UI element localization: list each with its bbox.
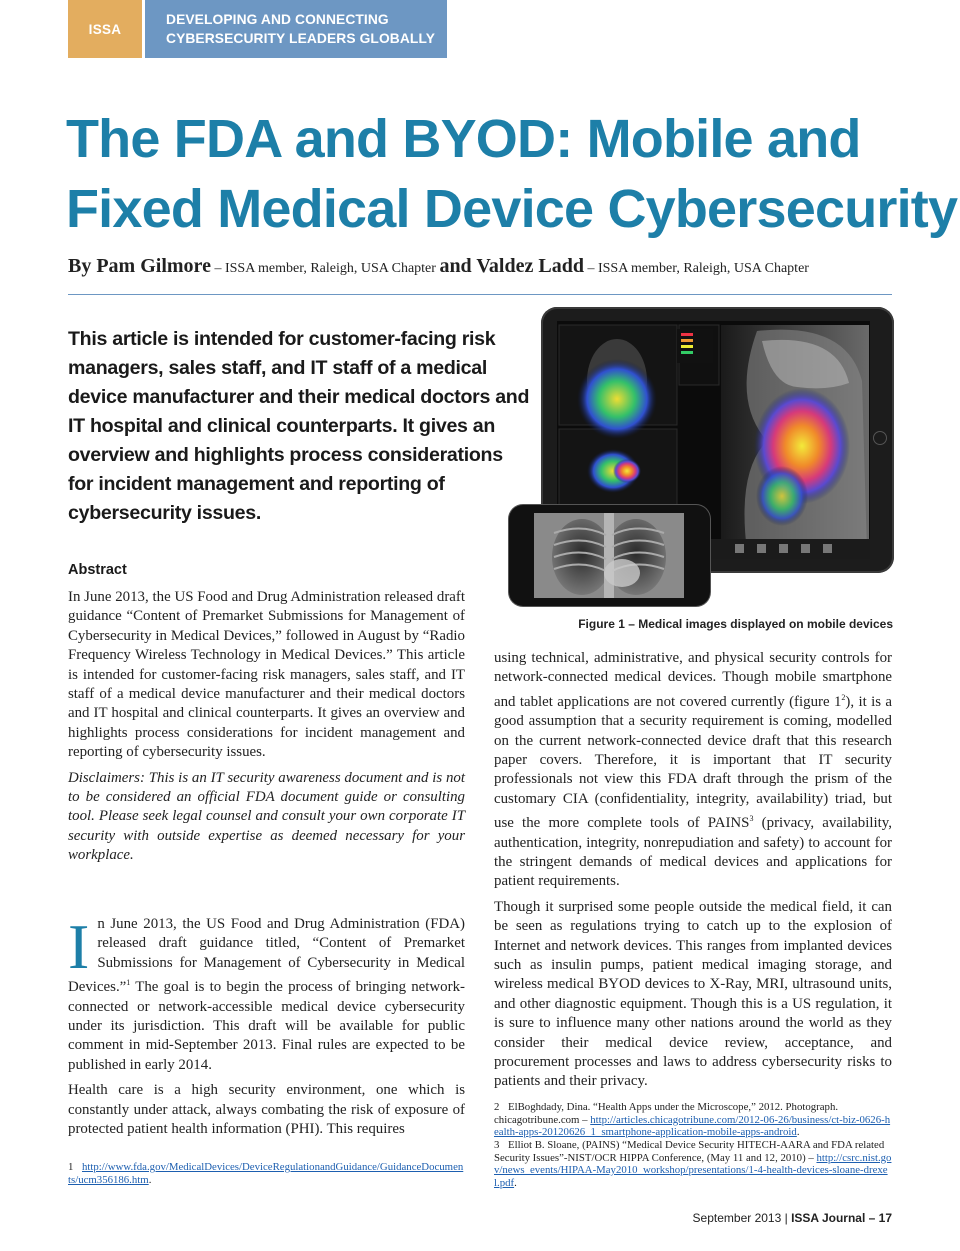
footnote-ref-2[interactable]: 2 bbox=[841, 692, 846, 702]
footnote-3-end: . bbox=[514, 1176, 517, 1189]
header-tagline bbox=[145, 0, 447, 58]
health-care-paragraph: Health care is a high security environment, one which is constantly under attack, always combating the risk of exposure of protected patient health information (PHI). This requires bbox=[68, 1082, 465, 1138]
disclaimer-paragraph: Disclaimers: This is an IT security awareness document and is not to be considered an official FDA document guide or consulting tool. Please seek legal counsel and consult your own corporate IT security with outside expertise as deemed necessary for your workplace. bbox=[68, 769, 465, 864]
author-1-affiliation: – ISSA member, Raleigh, USA Chapter bbox=[210, 261, 440, 276]
footnote-1-number: 1 bbox=[68, 1161, 74, 1173]
page-footer bbox=[600, 1211, 892, 1225]
tagline-line1: DEVELOPING AND CONNECTING bbox=[166, 12, 389, 27]
intro-text-a: n June 2013, the US Food and Drug Administration (FDA) released draft guidance titled, “Content of Premarket Submissions for Management of Cybersecurity in Medical Devices.” bbox=[68, 916, 465, 996]
controls-text-c: (privacy, availability, authentication, integrity, nonrepudiation and safety) to account for the stringent demands of medical devices and applications for patient requirements. bbox=[494, 815, 892, 890]
footer-journal-page: ISSA Journal – 17 bbox=[791, 1211, 892, 1225]
footnote-1-end: . bbox=[148, 1173, 152, 1186]
intro-paragraph bbox=[68, 911, 465, 1075]
footnote-3-link[interactable]: http://csrc.nist.gov/news_events/HIPAA-May2010_workshop/presentations/1-4-health-devices-sloane-drexel.pdf bbox=[494, 1151, 892, 1189]
figure-caption: Figure 1 – Medical images displayed on mobile devices bbox=[578, 617, 893, 631]
footnote-3-number: 3 bbox=[494, 1139, 500, 1151]
byline-and: and bbox=[439, 255, 477, 277]
tablet-home-button-icon bbox=[873, 431, 887, 445]
footnote-2-text: ElBoghdady, Dina. “Health Apps under the Microscope,” 2012. Photograph. chicagotribune.com – bbox=[494, 1101, 839, 1126]
footnote-2-number: 2 bbox=[494, 1101, 500, 1113]
phone-device-image bbox=[509, 505, 710, 606]
footnote-ref-1[interactable]: 1 bbox=[126, 978, 131, 988]
controls-paragraph bbox=[494, 649, 892, 892]
footnote-3-text: Elliot B. Sloane, (PAINS) “Medical Device Security HITECH-AARA and FDA related Security Issues”-NIST/OCR HIPPA Conference, (May 11 and 12, 2010) – bbox=[494, 1139, 885, 1164]
footnote-1 bbox=[68, 1161, 465, 1186]
author-1: Pam Gilmore bbox=[96, 255, 211, 277]
lede-paragraph: This article is intended for customer-facing risk managers, sales staff, and IT staff of a medical device manufacturer and their medical doctors and IT hospital and clinical counterparts. It gives an overview and highlights process considerations for incident management and reporting of cybersecurity issues. bbox=[68, 328, 530, 524]
issa-badge bbox=[68, 0, 142, 58]
byline-prefix: By bbox=[68, 255, 97, 277]
footnote-ref-3[interactable]: 3 bbox=[749, 814, 754, 824]
footnote-1-link[interactable]: http://www.fda.gov/MedicalDevices/DeviceRegulationandGuidance/GuidanceDocuments/ucm356186.htm bbox=[68, 1161, 464, 1186]
drop-cap: I bbox=[68, 911, 90, 982]
author-2-affiliation: – ISSA member, Raleigh, USA Chapter bbox=[583, 261, 809, 276]
byline-divider bbox=[68, 294, 892, 295]
tagline-line2: CYBERSECURITY LEADERS GLOBALLY bbox=[166, 31, 436, 46]
footer-date: September 2013 | bbox=[692, 1211, 792, 1225]
article-title bbox=[66, 104, 958, 244]
controls-text-b: ), it is a good assumption that a security requirement is coming, modelled on the current network-connected device draft that this research paper covers. Therefore, it is important that IT security professionals not view this FDA draft through the prism of the customary CIA (confidentiality, integrity, availability) triad, but use the more complete tools of PAINS bbox=[494, 693, 892, 832]
footnote-2 bbox=[494, 1101, 892, 1139]
intro-text-b: The goal is to begin the process of bringing network-connected or network-accessible medical device cybersecurity under its jurisdiction. This draft will be available for public comment in mid-September 2013. Final rules are expected to be published in early 2014. bbox=[68, 979, 465, 1073]
body-left-column bbox=[68, 911, 465, 1145]
title-line2: Fixed Medical Device Cybersecurity bbox=[66, 179, 958, 239]
byline bbox=[68, 255, 898, 278]
issa-badge-label: ISSA bbox=[88, 21, 122, 37]
footnote-2-link[interactable]: http://articles.chicagotribune.com/2012-06-26/business/ct-biz-0626-health-apps-20120626_1_smartphone-application-mobile-apps-android bbox=[494, 1113, 891, 1139]
footnote-2-end: . bbox=[796, 1126, 800, 1139]
author-2: Valdez Ladd bbox=[476, 255, 584, 277]
controls-text-a: using technical, administrative, and physical security controls for network-connected medical devices. Though mobile smartphone and tablet applications are not covered currently (figure 1 bbox=[494, 650, 892, 710]
chest-xray-graphic bbox=[534, 513, 684, 598]
abstract-section bbox=[68, 588, 465, 872]
footnote-3 bbox=[494, 1139, 892, 1189]
abstract-heading: Abstract bbox=[68, 562, 127, 578]
title-line1: The FDA and BYOD: Mobile and bbox=[66, 109, 861, 169]
body-right-column bbox=[494, 649, 892, 1098]
regulations-paragraph: Though it surprised some people outside the medical field, it can be seen as regulations trying to catch up to the explosion of Internet and network devices. This ranges from implanted devices such as insulin pumps, patient medical imaging storage, and wireless medical BYOD devices to X-Ray, MRI, ultrasound units, and other diagnostic equipment. Though this is a US regulation, it is sure to influence many other nations around the world as they consider their medical device review, acceptance, and procurement processes and laws to address cybersecurity risks to patients and their privacy. bbox=[494, 898, 892, 1090]
abstract-body: In June 2013, the US Food and Drug Administration released draft guidance “Content of Premarket Submissions for Management of Cybersecurity in Medical Devices,” followed in August by “Radio Frequency Wireless Technology in Medical Devices.” This article is intended for customer-facing risk managers, sales staff, and IT staff of a medical device manufacturer and their medical doctors and IT hospital and clinical counterparts. It gives an overview and highlights process considerations for incident management and reporting of cybersecurity issues. bbox=[68, 589, 465, 761]
phone-screen bbox=[534, 513, 684, 598]
